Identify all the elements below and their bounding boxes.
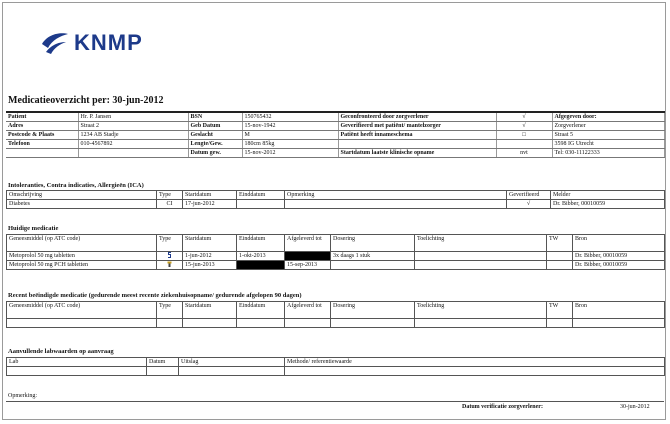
- patient-row: [6, 131, 664, 140]
- patient-row: [6, 140, 664, 149]
- table-cell: CI: [157, 200, 183, 209]
- column-header: Dosering: [331, 302, 415, 319]
- patient-cell: 15-nov-1942: [242, 122, 338, 131]
- table-cell: [157, 319, 183, 328]
- patient-cell: Geb Datum: [188, 122, 242, 131]
- table-cell: [285, 319, 331, 328]
- patient-cell: Patient: [6, 112, 78, 122]
- verification-date: 30-jun-2012: [620, 404, 650, 410]
- verification-label: Datum verificatie zorgverlener:: [462, 404, 543, 410]
- table-header-row: [7, 191, 665, 200]
- table-cell: [547, 319, 573, 328]
- column-header: Startdatum: [183, 302, 237, 319]
- patient-cell: Tel: 030-11122333: [552, 149, 664, 158]
- column-header: Uitslag: [179, 358, 285, 367]
- column-header: TW: [547, 302, 573, 319]
- table-cell: [415, 319, 547, 328]
- column-header: Geneesmiddel (op ATC code): [7, 302, 157, 319]
- table-cell: [331, 319, 415, 328]
- remark-label: Opmerking:: [8, 393, 37, 399]
- table-cell: Metoprolol 50 mg PCH tabletten: [7, 261, 157, 270]
- patient-cell: 180cm 85kg: [242, 140, 338, 149]
- table-cell: [415, 261, 547, 270]
- table-cell: [547, 261, 573, 270]
- patient-cell: M: [242, 131, 338, 140]
- table-cell: [7, 367, 147, 376]
- table-cell: [237, 200, 285, 209]
- table-cell: Metoprolol 50 mg tabletten: [7, 252, 157, 261]
- patient-table: [6, 111, 665, 158]
- patient-cell: Startdatum laatste klinische opname: [338, 149, 496, 158]
- table-cell: Dr. Bibber, 00010059: [573, 261, 665, 270]
- table-cell: [573, 319, 665, 328]
- knmp-logo: [40, 30, 143, 56]
- table-cell: Dr. Bibber, 00010059: [573, 252, 665, 261]
- column-header: Bron: [573, 302, 665, 319]
- table-row: [7, 200, 665, 209]
- column-header: TW: [547, 235, 573, 252]
- page-title: Medicatieoverzicht per: 30-jun-2012: [8, 95, 164, 106]
- knmp-swoosh-icon: [40, 30, 70, 56]
- current-med-table: [6, 234, 665, 270]
- patient-cell: Afgegeven door:: [552, 112, 664, 122]
- table-cell: 15-jun-2013: [183, 261, 237, 270]
- table-cell: [415, 252, 547, 261]
- column-header: Datum: [147, 358, 179, 367]
- table-header-row: [7, 235, 665, 252]
- patient-cell: 3598 IG Utrecht: [552, 140, 664, 149]
- table-cell: [179, 367, 285, 376]
- patient-cell: 010-4567892: [78, 140, 188, 149]
- column-header: Einddatum: [237, 191, 285, 200]
- patient-cell: [78, 149, 188, 158]
- column-header: Dosering: [331, 235, 415, 252]
- table-cell: 1-jun-2012: [183, 252, 237, 261]
- table-row: [7, 252, 665, 261]
- patient-cell: Geslacht: [188, 131, 242, 140]
- patient-cell: Lengte/Gew.: [188, 140, 242, 149]
- column-header: Geneesmiddel (op ATC code): [7, 235, 157, 252]
- patient-cell: □: [496, 131, 552, 140]
- current-section-title: Huidige medicatie: [8, 225, 59, 232]
- patient-cell: nvt: [496, 149, 552, 158]
- patient-row: [6, 122, 664, 131]
- column-header: Toelichting: [415, 235, 547, 252]
- column-header: Opmerking: [285, 191, 507, 200]
- ica-section-title: Intoleranties, Contra indicaties, Allergieën (ICA): [8, 182, 144, 189]
- table-cell: [285, 367, 665, 376]
- column-header: Afgeleverd tot: [285, 302, 331, 319]
- table-row: [7, 261, 665, 270]
- table-cell: [237, 261, 285, 270]
- column-header: Type: [157, 235, 183, 252]
- table-cell: [183, 319, 237, 328]
- patient-cell: 1234 AB Stadje: [78, 131, 188, 140]
- patient-cell: Hr. P. Jansen: [78, 112, 188, 122]
- patient-row: [6, 149, 664, 158]
- table-cell: Dr. Bibber, 00010059: [551, 200, 665, 209]
- column-header: Startdatum: [183, 191, 237, 200]
- patient-cell: Adres: [6, 122, 78, 131]
- patient-cell: Postcode & Plaats: [6, 131, 78, 140]
- patient-cell: Zorgverlener: [552, 122, 664, 131]
- table-cell: [237, 319, 285, 328]
- patient-cell: [496, 140, 552, 149]
- table-cell: 1-okt-2013: [237, 252, 285, 261]
- patient-cell: Straat 2: [78, 122, 188, 131]
- table-header-row: [7, 302, 665, 319]
- patient-cell: Datum gew.: [188, 149, 242, 158]
- table-cell: [7, 319, 157, 328]
- column-header: Afgeleverd tot: [285, 235, 331, 252]
- patient-cell: √: [496, 112, 552, 122]
- table-cell: [147, 367, 179, 376]
- patient-cell: Geconfronteerd door zorgverlener: [338, 112, 496, 122]
- table-row: [7, 367, 665, 376]
- column-header: Methode/ referentiewaarde: [285, 358, 665, 367]
- table-header-row: [7, 358, 665, 367]
- patient-cell: [338, 140, 496, 149]
- patient-row: [6, 112, 664, 122]
- column-header: Type: [157, 302, 183, 319]
- patient-cell: Straat 5: [552, 131, 664, 140]
- medication-type-icon: [167, 252, 172, 258]
- table-cell: 3x daags 1 stuk: [331, 252, 415, 261]
- column-header: Omschrijving: [7, 191, 157, 200]
- recent-med-table: [6, 301, 665, 328]
- patient-cell: 15-nov-2012: [242, 149, 338, 158]
- table-cell: [331, 261, 415, 270]
- patient-cell: Telefoon: [6, 140, 78, 149]
- pch-type-icon: [167, 261, 172, 267]
- column-header: Type: [157, 191, 183, 200]
- patient-cell: [6, 149, 78, 158]
- patient-cell: 150765432: [242, 112, 338, 122]
- column-header: Geverifieerd: [507, 191, 551, 200]
- table-cell: 15-sep-2013: [285, 261, 331, 270]
- table-row: [7, 319, 665, 328]
- table-cell: 17-jun-2012: [183, 200, 237, 209]
- patient-cell: BSN: [188, 112, 242, 122]
- column-header: Bron: [573, 235, 665, 252]
- table-cell: [157, 252, 183, 261]
- patient-cell: Patiënt heeft innameschema: [338, 131, 496, 140]
- footer-divider: [6, 401, 664, 402]
- table-cell: [157, 261, 183, 270]
- recent-section-title: Recent beëindigde medicatie (gedurende meest recente ziekenhuisopname/ gedurende afgelopen 90 dagen): [8, 292, 302, 299]
- table-cell: [547, 252, 573, 261]
- table-cell: Diabetes: [7, 200, 157, 209]
- labs-section-title: Aanvullende labwaarden op aanvraag: [8, 348, 114, 355]
- patient-cell: √: [496, 122, 552, 131]
- table-cell: √: [507, 200, 551, 209]
- column-header: Einddatum: [237, 235, 285, 252]
- patient-cell: Geverifieerd met patiënt/ mantelzorger: [338, 122, 496, 131]
- column-header: Toelichting: [415, 302, 547, 319]
- table-cell: [285, 252, 331, 261]
- column-header: Melder: [551, 191, 665, 200]
- column-header: Einddatum: [237, 302, 285, 319]
- table-cell: [285, 200, 507, 209]
- column-header: Startdatum: [183, 235, 237, 252]
- labs-table: [6, 357, 665, 376]
- ica-table: [6, 190, 665, 209]
- logo-text: KNMP: [74, 30, 143, 55]
- column-header: Lab: [7, 358, 147, 367]
